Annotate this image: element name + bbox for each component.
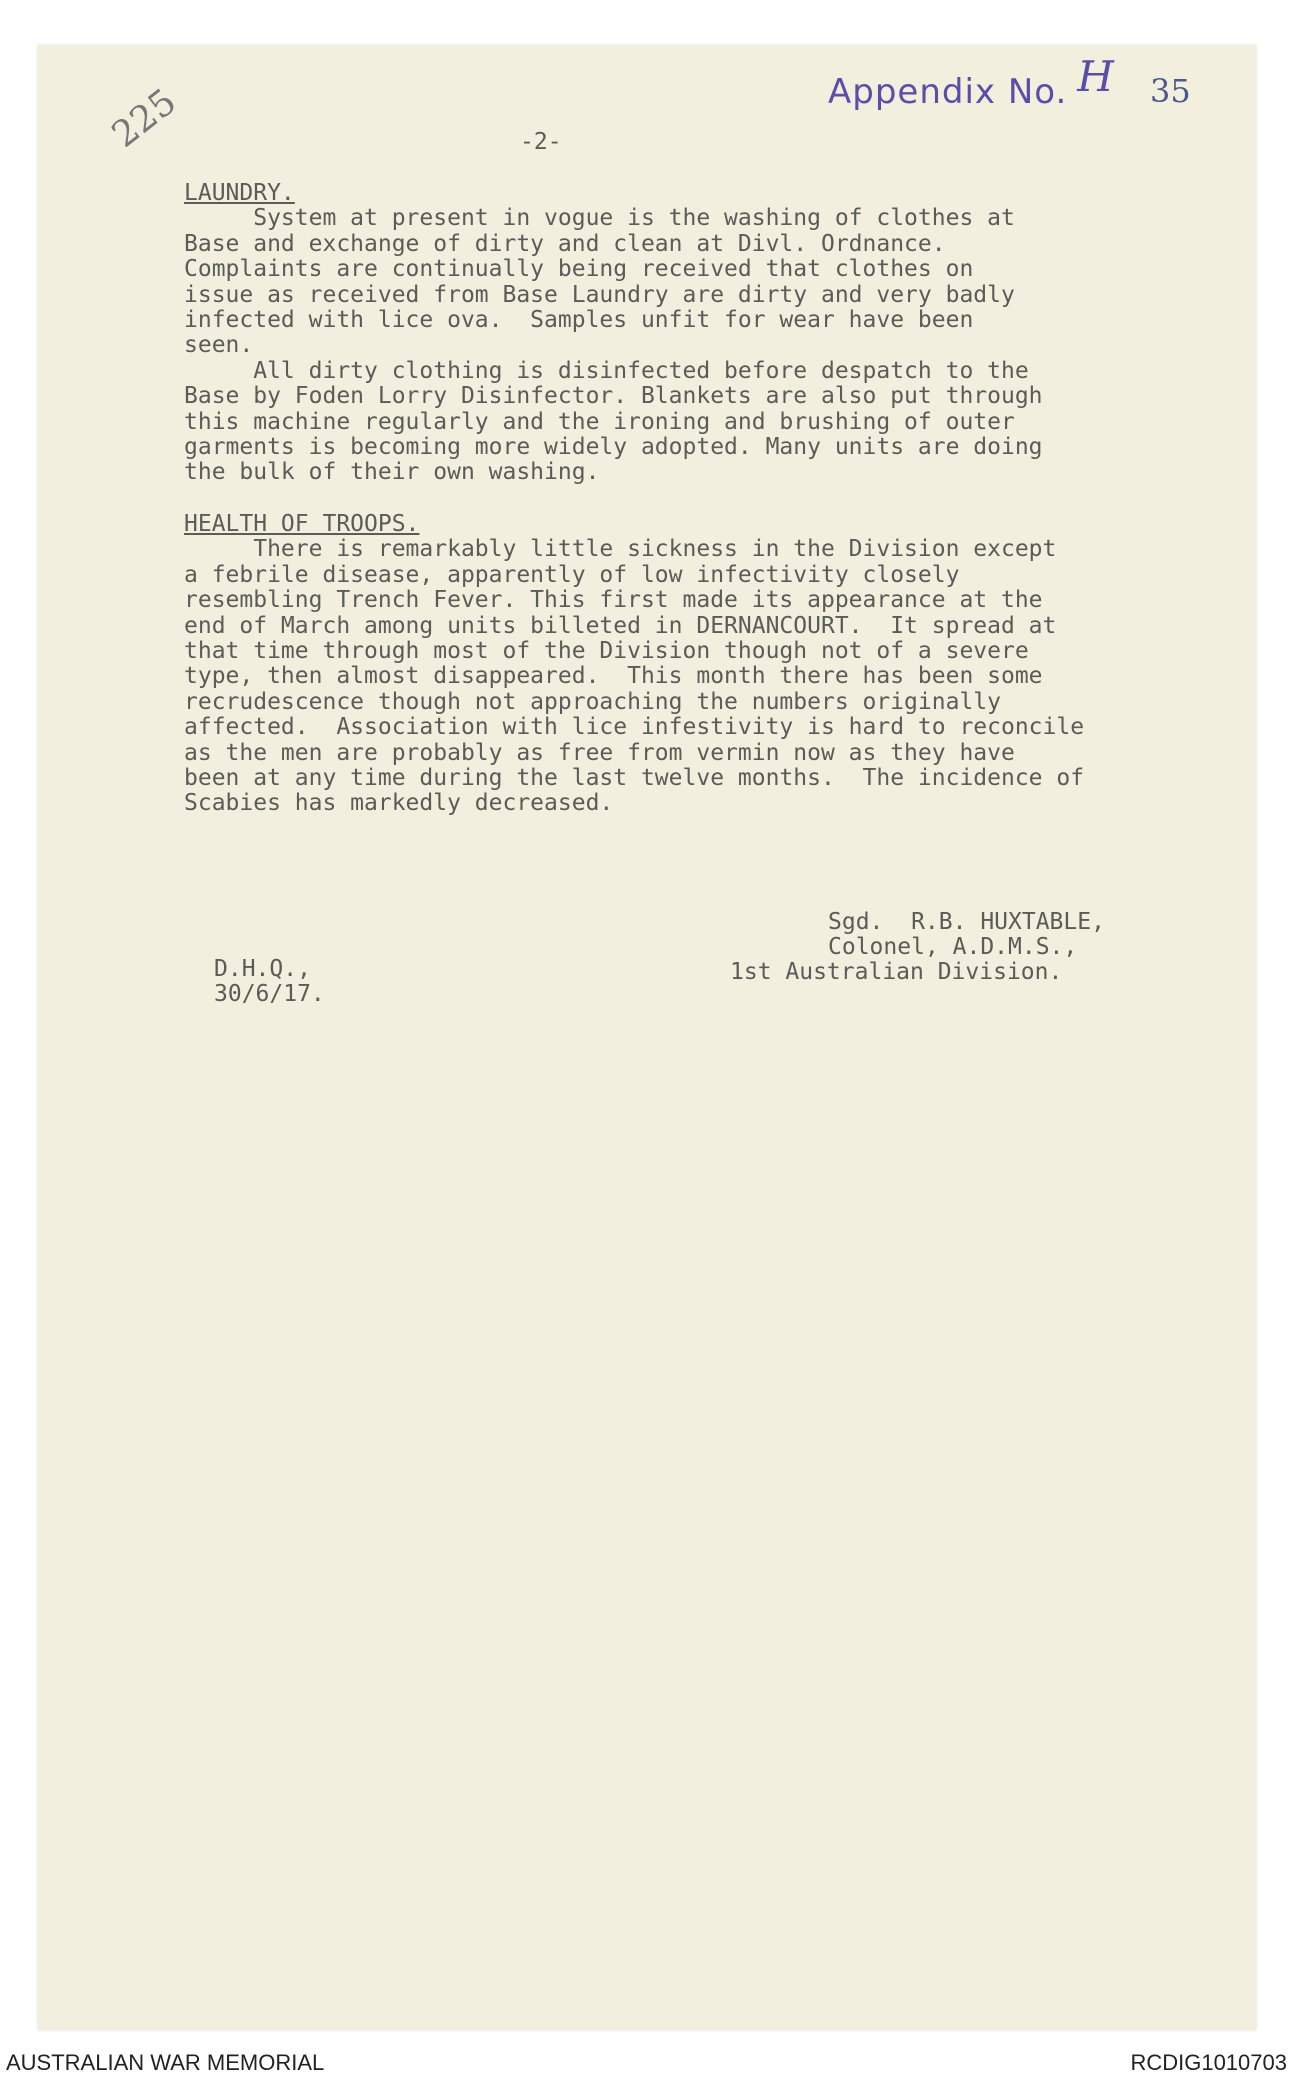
laundry-line: Base by Foden Lorry Disinfector. Blankets are also put through: [184, 383, 1043, 410]
health-line: as the men are probably as free from vermin now as they have: [184, 739, 1015, 766]
health-line: that time through most of the Division though not of a severe: [184, 638, 1029, 665]
folio-number: 35: [1150, 72, 1191, 110]
health-line: a febrile disease, apparently of low infectivity closely: [184, 561, 960, 588]
handwritten-number: 225: [104, 81, 185, 156]
laundry-line: Complaints are continually being received that clothes on: [184, 256, 974, 283]
laundry-line: this machine regularly and the ironing and brushing of outer: [184, 408, 1015, 435]
laundry-section: [184, 181, 1184, 486]
appendix-stamp: [828, 52, 1115, 113]
signature-unit: 1st Australian Division.: [730, 959, 1063, 985]
footer-record-id: RCDIG1010703: [1130, 2050, 1287, 2075]
laundry-line: Base and exchange of dirty and clean at Divl. Ordnance.: [184, 230, 946, 257]
laundry-line: System at present in vogue is the washing of clothes at: [184, 205, 1015, 232]
appendix-label: Appendix No.: [828, 72, 1068, 112]
health-line: type, then almost disappeared. This month there has been some: [184, 663, 1043, 690]
health-heading: HEALTH OF TROOPS.: [184, 511, 420, 537]
health-line: Scabies has markedly decreased.: [184, 790, 614, 817]
date-label: 30/6/17.: [214, 981, 325, 1007]
health-section: [184, 512, 1184, 817]
laundry-line: All dirty clothing is disinfected before despatch to the: [184, 357, 1029, 384]
appendix-letter: H: [1077, 52, 1115, 101]
health-line: end of March among units billeted in DERNANCOURT. It spread at: [184, 612, 1057, 639]
laundry-line: the bulk of their own washing.: [184, 459, 600, 486]
footer-institution: AUSTRALIAN WAR MEMORIAL: [6, 2050, 325, 2075]
laundry-heading: LAUNDRY.: [184, 180, 295, 206]
laundry-line: garments is becoming more widely adopted. Many units are doing: [184, 434, 1043, 461]
laundry-line: infected with lice ova. Samples unfit for wear have been: [184, 307, 974, 334]
health-line: recrudescence though not approaching the numbers originally: [184, 688, 1001, 715]
health-line: resembling Trench Fever. This first made its appearance at the: [184, 587, 1043, 614]
signature-name: Sgd. R.B. HUXTABLE,: [828, 909, 1105, 935]
laundry-line: seen.: [184, 332, 254, 359]
page-number: -2-: [520, 129, 562, 155]
signature-rank: Colonel, A.D.M.S.,: [828, 934, 1078, 960]
health-line: affected. Association with lice infestivity is hard to reconcile: [184, 714, 1085, 741]
health-line: been at any time during the last twelve months. The incidence of: [184, 765, 1085, 792]
place-label: D.H.Q.,: [214, 956, 311, 982]
health-line: There is remarkably little sickness in the Division except: [184, 536, 1057, 563]
laundry-line: issue as received from Base Laundry are dirty and very badly: [184, 281, 1015, 308]
